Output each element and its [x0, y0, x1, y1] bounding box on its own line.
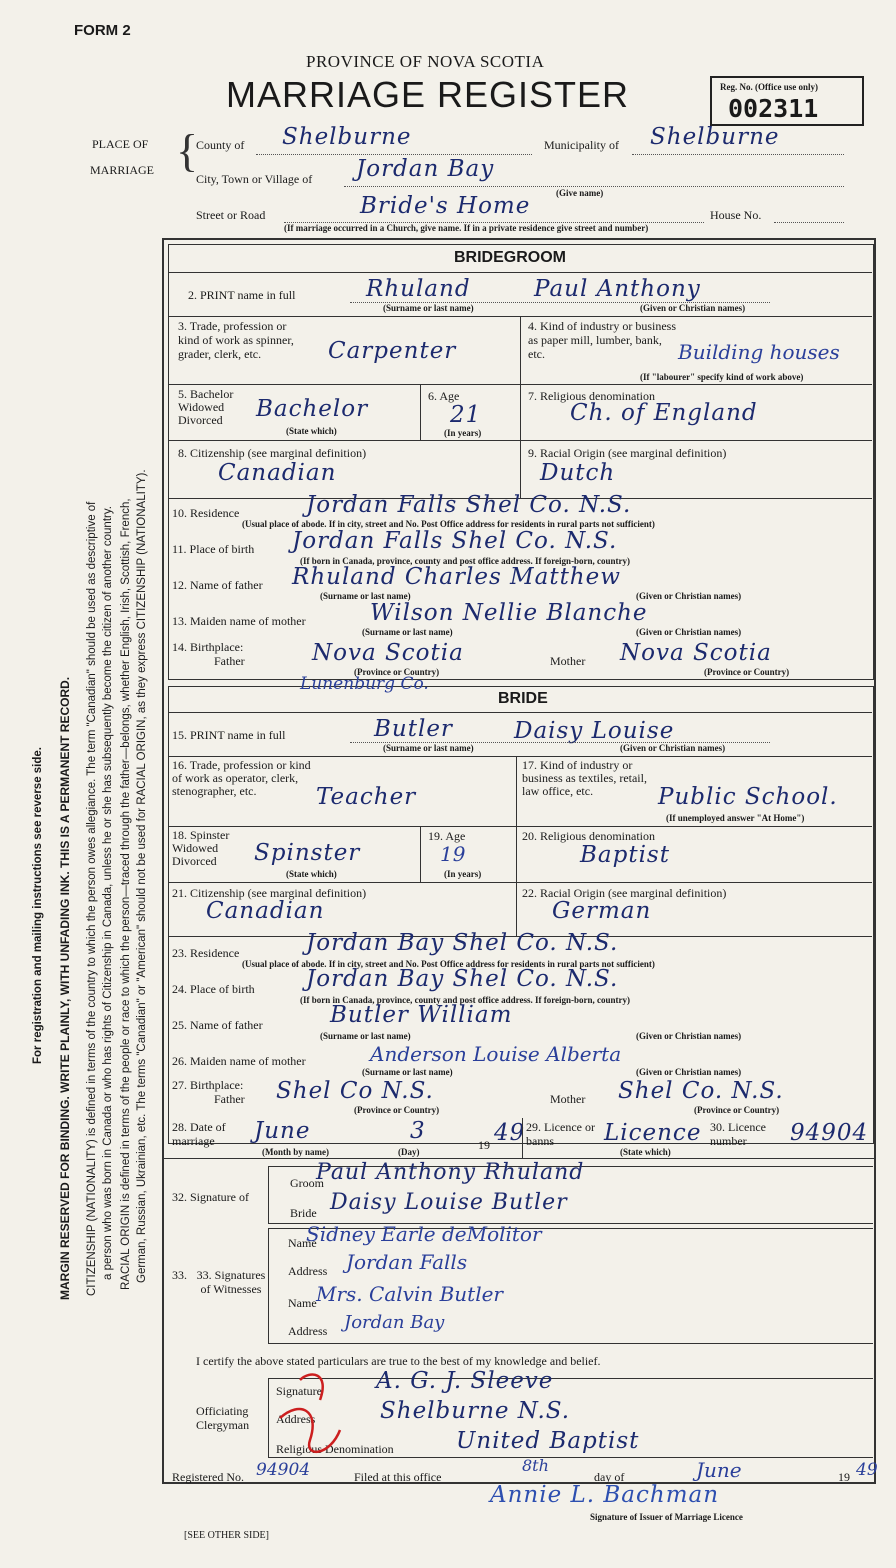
groom-mother-given-caption: (Given or Christian names): [636, 627, 742, 637]
red-check-mark: [270, 1360, 360, 1468]
marriage-year-prefix: 19: [478, 1138, 490, 1152]
groom-state-caption: (State which): [286, 426, 337, 436]
groom-status: Bachelor: [256, 396, 369, 422]
groom-residence: Jordan Falls Shel Co. N.S.: [306, 492, 632, 518]
page-title: MARRIAGE REGISTER: [226, 74, 630, 115]
form-number: FORM 2: [74, 22, 131, 39]
witness1-name: Sidney Earle deMolitor: [306, 1222, 542, 1246]
bride-name-label: 15. PRINT name in full: [172, 728, 286, 742]
groom-birth-label: 11. Place of birth: [172, 542, 255, 556]
give-name-caption: (Give name): [556, 188, 604, 198]
margin-binding-note: MARGIN RESERVED FOR BINDING. WRITE PLAINLY, WITH UNFADING INK. THIS IS A PERMANENT RECORD.: [58, 676, 72, 1300]
groom-father-surname-caption: (Surname or last name): [320, 591, 411, 601]
reg-no-label: Reg. No. (Office use only): [720, 82, 818, 92]
bride-mother-surname-caption: (Surname or last name): [362, 1067, 453, 1077]
witness2-address-label: Address: [288, 1324, 328, 1338]
groom-age: 21: [450, 402, 482, 428]
groom-industry-label: 4. Kind of industry or business as paper mill, lumber, bank, etc.: [528, 319, 676, 361]
groom-citizenship: Canadian: [218, 460, 337, 486]
groom-father-birthplace-extra: Lunenburg Co.: [300, 674, 429, 694]
margin-instructions: For registration and mailing instructions see reverse side.: [32, 747, 44, 1064]
place-of-label: PLACE OF: [92, 137, 149, 151]
bride-age-caption: (In years): [444, 869, 482, 879]
groom-age-caption: (In years): [444, 428, 482, 438]
groom-surname-caption: (Surname or last name): [383, 303, 474, 313]
filed-month: June: [696, 1458, 742, 1482]
witness-number: 33.: [172, 1268, 187, 1282]
bride-sig-label: Bride: [290, 1206, 317, 1220]
bride-racial-label: 22. Racial Origin (see marginal definition): [522, 886, 727, 900]
groom-mother: Wilson Nellie Blanche: [370, 600, 648, 626]
groom-industry: Building houses: [678, 340, 840, 364]
clergyman-label: Officiating Clergyman: [196, 1404, 250, 1432]
licence-value: Licence: [604, 1120, 702, 1146]
bride-trade: Teacher: [316, 784, 417, 810]
street-note: (If marriage occurred in a Church, give name. If in a private residence give street and number): [284, 223, 649, 233]
bride-status: Spinster: [254, 840, 361, 866]
groom-birth: Jordan Falls Shel Co. N.S.: [292, 528, 618, 554]
registered-number: 94904: [256, 1460, 311, 1480]
house-no-label: House No.: [710, 208, 762, 222]
bride-signature: Daisy Louise Butler: [330, 1190, 568, 1215]
witness1-address: Jordan Falls: [346, 1250, 468, 1274]
bride-father-birthplace: Shel Co N.S.: [276, 1078, 434, 1104]
groom-birth-caption: (If born in Canada, province, county and post office address. If foreign-born, country): [300, 556, 631, 566]
groom-racial: Dutch: [540, 460, 616, 486]
bride-state-caption: (State which): [286, 869, 337, 879]
groom-surname: Rhuland: [366, 276, 471, 302]
day-of-label: day of: [594, 1470, 625, 1484]
groom-mother-birthplace: Nova Scotia: [620, 640, 772, 666]
witness2-name: Mrs. Calvin Butler: [316, 1282, 503, 1306]
brace: {: [176, 125, 199, 176]
bride-birthplace-label: 27. Birthplace:: [172, 1078, 244, 1092]
issuer-signature: Annie L. Bachman: [490, 1482, 720, 1508]
groom-status-label: 5. Bachelor Widowed Divorced: [178, 387, 234, 427]
witness2-name-label: Name: [288, 1296, 317, 1310]
bride-age-label: 19. Age: [428, 829, 466, 843]
groom-residence-caption: (Usual place of abode. If in city, street and No. Post Office address for residents in rural parts not sufficient): [242, 519, 655, 529]
bride-given: Daisy Louise: [514, 718, 675, 744]
street-value: Bride's Home: [360, 193, 531, 219]
groom-father: Rhuland Charles Matthew: [292, 564, 621, 590]
bride-industry-label: 17. Kind of industry or business as textiles, retail, law office, etc.: [522, 758, 647, 798]
groom-trade-label: 3. Trade, profession or kind of work as spinner, grader, clerk, etc.: [178, 319, 294, 361]
reg-no-box: [710, 76, 864, 126]
groom-age-label: 6. Age: [428, 389, 460, 403]
filed-year-prefix: 19: [838, 1470, 850, 1484]
date-of-marriage-label: 28. Date of marriage: [172, 1120, 226, 1148]
clergy-religion: United Baptist: [456, 1428, 640, 1454]
bride-birth-caption: (If born in Canada, province, county and post office address. If foreign-born, country): [300, 995, 631, 1005]
groom-religion-label: 7. Religious denomination: [528, 389, 655, 403]
clergy-sig-label: Signature: [276, 1384, 322, 1398]
groom-religion: Ch. of England: [570, 400, 758, 426]
bride-surname-caption: (Surname or last name): [383, 743, 474, 753]
certify-statement: I certify the above stated particulars are true to the best of my knowledge and belief.: [196, 1354, 601, 1368]
city-value: Jordan Bay: [356, 156, 495, 182]
bride-father-province-caption: (Province or Country): [354, 1105, 440, 1115]
filed-year: 49: [856, 1460, 878, 1480]
groom-citizenship-label: 8. Citizenship (see marginal definition): [178, 446, 367, 460]
licence-number-label: 30. Licence number: [710, 1120, 766, 1148]
bride-mother-province-caption: (Province or Country): [694, 1105, 780, 1115]
groom-residence-label: 10. Residence: [172, 506, 240, 520]
bride-surname: Butler: [374, 716, 453, 742]
bride-residence: Jordan Bay Shel Co. N.S.: [306, 930, 619, 956]
filed-label: Filed at this office: [354, 1470, 442, 1484]
marriage-label: MARRIAGE: [90, 163, 155, 177]
bride-birthplace-father-word: Father: [214, 1092, 245, 1106]
groom-father-label: 12. Name of father: [172, 578, 263, 592]
witness1-address-label: Address: [288, 1264, 328, 1278]
county-label: County of: [196, 138, 245, 152]
margin-racial-1: RACIAL ORIGIN is defined in terms of the people or race to which the person—traced through the father—belongs, whether English, Irish, Scottish, French,: [120, 498, 132, 1290]
filed-day: 8th: [522, 1456, 549, 1475]
day-caption: (Day): [398, 1147, 420, 1157]
bride-father-label: 25. Name of father: [172, 1018, 263, 1032]
groom-sig-label: Groom: [290, 1176, 324, 1190]
bride-birthplace-mother-word: Mother: [550, 1092, 586, 1106]
clergy-address: Shelburne N.S.: [380, 1398, 571, 1424]
groom-mother-province-caption: (Province or Country): [704, 667, 790, 677]
groom-name-label: 2. PRINT name in full: [188, 288, 296, 302]
clergy-religion-label: Religious Denomination: [276, 1442, 394, 1456]
bride-trade-label: 16. Trade, profession or kind of work as operator, clerk, stenographer, etc.: [172, 758, 311, 798]
licence-caption: (State which): [620, 1147, 671, 1157]
marriage-day: 3: [410, 1118, 426, 1144]
bride-mother-label: 26. Maiden name of mother: [172, 1054, 306, 1068]
city-label: City, Town or Village of: [196, 172, 313, 186]
municipality-value: Shelburne: [650, 124, 780, 150]
registered-label: Registered No.: [172, 1470, 244, 1484]
margin-citizenship-2: a person who was born in Canada or who has rights of Citizenship in Canada, unless he or she has subsequently become the citizen of another country.: [102, 506, 114, 1280]
bride-given-caption: (Given or Christian names): [620, 743, 726, 753]
bride-heading: BRIDE: [498, 690, 548, 707]
bride-father-surname-caption: (Surname or last name): [320, 1031, 411, 1041]
groom-industry-caption: (If "labourer" specify kind of work above): [640, 372, 804, 382]
witnesses-label: 33. Signatures of Witnesses: [196, 1268, 266, 1296]
groom-birthplace-father-word: Father: [214, 654, 245, 668]
licence-banns-label: 29. Licence or banns: [526, 1120, 595, 1148]
see-other-side: [SEE OTHER SIDE]: [184, 1530, 269, 1541]
clergy-signature: A. G. J. Sleeve: [376, 1368, 554, 1394]
signature-of-label: 32. Signature of: [172, 1190, 249, 1204]
bride-father-given-caption: (Given or Christian names): [636, 1031, 742, 1041]
bride-age: 19: [440, 842, 466, 866]
margin-racial-2: German, Russian, Ukrainian, etc. The terms "Canadian" or "American" should not be used for RACIAL ORIGIN, as they express CITIZENSHIP (NATIONALITY).: [136, 469, 148, 1283]
bridegroom-heading: BRIDEGROOM: [454, 249, 566, 266]
bride-residence-caption: (Usual place of abode. If in city, street and No. Post Office address for residents in rural parts not sufficient): [242, 959, 655, 969]
county-value: Shelburne: [282, 124, 412, 150]
clergy-address-label: Address: [276, 1412, 316, 1426]
bride-residence-label: 23. Residence: [172, 946, 240, 960]
margin-citizenship-1: CITIZENSHIP (NATIONALITY) is defined in terms of the country to which the person owes allegiance. The term "Canadian" should be used as descriptive of: [86, 501, 98, 1296]
bride-citizenship-label: 21. Citizenship (see marginal definition): [172, 886, 367, 900]
street-label: Street or Road: [196, 208, 266, 222]
groom-birthplace-mother-word: Mother: [550, 654, 586, 668]
witness2-address: Jordan Bay: [344, 1312, 445, 1333]
groom-mother-label: 13. Maiden name of mother: [172, 614, 306, 628]
bride-citizenship: Canadian: [206, 898, 325, 924]
bride-mother-given-caption: (Given or Christian names): [636, 1067, 742, 1077]
marriage-month: June: [254, 1118, 311, 1144]
groom-birthplace-label: 14. Birthplace:: [172, 640, 244, 654]
groom-father-given-caption: (Given or Christian names): [636, 591, 742, 601]
bride-birth: Jordan Bay Shel Co. N.S.: [306, 966, 619, 992]
province-heading: PROVINCE OF NOVA SCOTIA: [306, 52, 545, 71]
bride-mother: Anderson Louise Alberta: [370, 1042, 622, 1066]
bride-industry: Public School.: [658, 784, 838, 810]
groom-mother-surname-caption: (Surname or last name): [362, 627, 453, 637]
bride-religion: Baptist: [580, 842, 670, 868]
groom-racial-label: 9. Racial Origin (see marginal definition): [528, 446, 727, 460]
bride-industry-caption: (If unemployed answer "At Home"): [666, 813, 805, 823]
bride-mother-birthplace: Shel Co. N.S.: [618, 1078, 784, 1104]
witness1-name-label: Name: [288, 1236, 317, 1250]
groom-father-province-caption: (Province or Country): [354, 667, 440, 677]
month-caption: (Month by name): [262, 1147, 329, 1157]
licence-number: 94904: [790, 1120, 869, 1146]
bride-status-label: 18. Spinster Widowed Divorced: [172, 828, 230, 868]
issuer-caption: Signature of Issuer of Marriage Licence: [590, 1512, 743, 1522]
reg-no-value: 002311: [728, 94, 819, 123]
bride-birth-label: 24. Place of birth: [172, 982, 255, 996]
groom-signature: Paul Anthony Rhuland: [316, 1160, 585, 1185]
groom-given: Paul Anthony: [534, 276, 701, 302]
bride-father: Butler William: [330, 1002, 513, 1028]
groom-father-birthplace: Nova Scotia: [312, 640, 464, 666]
bride-religion-label: 20. Religious denomination: [522, 829, 655, 843]
bride-racial: German: [552, 898, 652, 924]
groom-given-caption: (Given or Christian names): [640, 303, 746, 313]
groom-trade: Carpenter: [328, 338, 457, 364]
municipality-label: Municipality of: [544, 138, 619, 152]
marriage-year: 49: [494, 1120, 526, 1146]
